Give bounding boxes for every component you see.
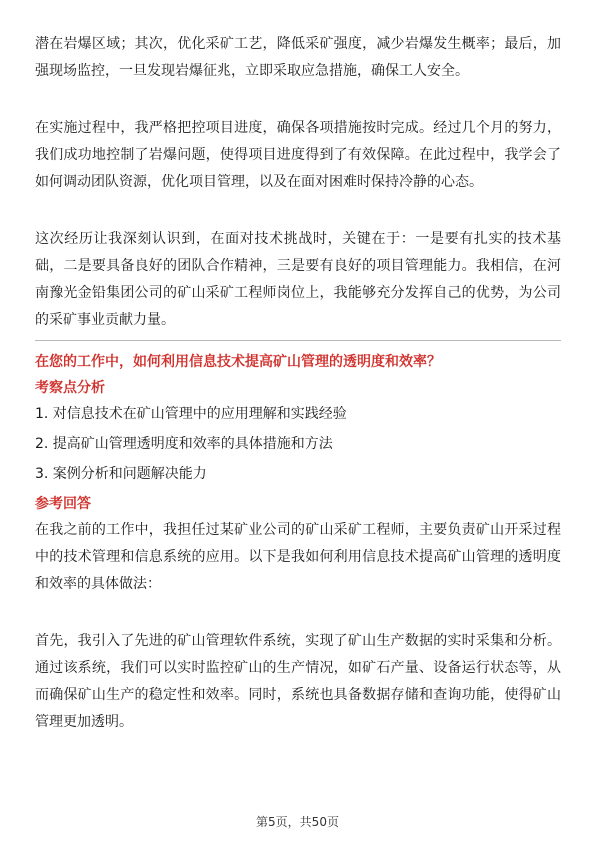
paragraph-top-3: 这次经历让我深刻认识到，在面对技术挑战时，关键在于：一是要有扎实的技术基础，二是要具备良好的团队合作精神，三是要有良好的项目管理能力。我相信，在河南豫光金铅集团公司的矿山采矿工程师岗位上，我能够充分发挥自己的优势，为公司的采矿事业贡献力量。 bbox=[35, 231, 561, 328]
analysis-point: 2. 提高矿山管理透明度和效率的具体措施和方法 bbox=[35, 436, 333, 452]
page-content bbox=[35, 31, 561, 736]
page-footer: 第5页，共50页 bbox=[256, 815, 339, 829]
answer-paragraph-1: 在我之前的工作中，我担任过某矿业公司的矿山采矿工程师，主要负责矿山开采过程中的技术管理和信息系统的应用。以下是我如何利用信息技术提高矿山管理的透明度和效率的具体做法： bbox=[35, 522, 561, 592]
paragraph-top-1: 潜在岩爆区域；其次，优化采矿工艺，降低采矿强度，减少岩爆发生概率；最后，加强现场监控，一旦发现岩爆征兆，立即采取应急措施，确保工人安全。 bbox=[35, 36, 561, 79]
analysis-heading: 考察点分析 bbox=[35, 380, 105, 396]
analysis-point: 3. 案例分析和问题解决能力 bbox=[35, 466, 207, 482]
analysis-points bbox=[35, 401, 561, 488]
answer-paragraph-2: 首先，我引入了先进的矿山管理软件系统，实现了矿山生产数据的实时采集和分析。通过该系统，我们可以实时监控矿山的生产情况，如矿石产量、设备运行状态等，从而确保矿山生产的稳定性和效率。同时，系统也具备数据存储和查询功能，使得矿山管理更加透明。 bbox=[35, 633, 561, 730]
question-title: 在您的工作中，如何利用信息技术提高矿山管理的透明度和效率？ bbox=[35, 354, 441, 370]
answer-heading: 参考回答 bbox=[35, 496, 91, 512]
paragraph-top-2: 在实施过程中，我严格把控项目进度，确保各项措施按时完成。经过几个月的努力，我们成功地控制了岩爆问题，使得项目进度得到了有效保障。在此过程中，我学会了如何调动团队资源，优化项目管理，以及在面对困难时保持冷静的心态。 bbox=[35, 120, 561, 190]
section-divider bbox=[35, 340, 561, 341]
analysis-point: 1. 对信息技术在矿山管理中的应用理解和实践经验 bbox=[35, 406, 347, 422]
